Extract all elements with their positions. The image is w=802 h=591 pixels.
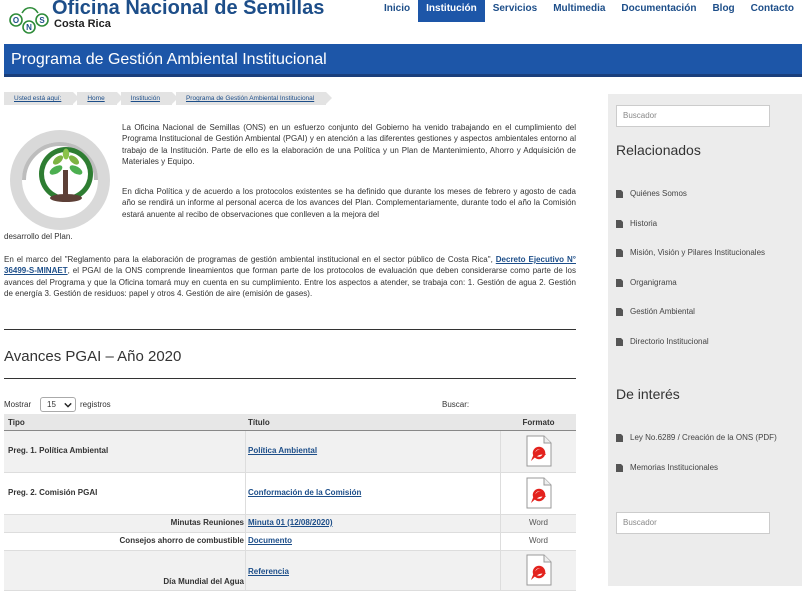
chevron-down-icon bbox=[64, 401, 72, 409]
sidebar-search-input[interactable]: Buscador bbox=[616, 105, 770, 127]
page-size-select[interactable] bbox=[40, 397, 76, 412]
column-divider bbox=[500, 431, 501, 472]
pdf-icon[interactable] bbox=[525, 435, 553, 467]
column-divider bbox=[500, 515, 501, 532]
framework-paragraph bbox=[4, 254, 576, 299]
cell-formato bbox=[501, 554, 576, 588]
breadcrumb-institucion[interactable]: Institución bbox=[121, 92, 172, 105]
main-nav bbox=[376, 0, 802, 22]
divider bbox=[4, 378, 576, 379]
cell-formato: Word bbox=[529, 536, 548, 545]
show-label: Mostrar bbox=[4, 400, 32, 409]
svg-text:N: N bbox=[26, 23, 32, 32]
breadcrumb-home[interactable]: Home bbox=[77, 92, 116, 105]
table-row bbox=[4, 551, 576, 591]
nav-contacto[interactable]: Contacto bbox=[750, 3, 794, 14]
header-tipo[interactable]: Tipo bbox=[8, 418, 25, 427]
document-icon bbox=[616, 279, 623, 287]
environment-emblem-icon bbox=[6, 124, 114, 236]
nav-blog[interactable]: Blog bbox=[712, 3, 735, 14]
cell-tipo: Preg. 2. Comisión PGAI bbox=[8, 488, 98, 497]
cell-titulo-link[interactable]: Documento bbox=[248, 536, 292, 545]
related-heading: Relacionados bbox=[616, 142, 701, 158]
pdf-icon[interactable] bbox=[525, 477, 553, 509]
svg-text:S: S bbox=[39, 16, 45, 25]
related-item-label: Gestión Ambiental bbox=[630, 307, 695, 316]
table-search-label: Buscar: bbox=[442, 400, 470, 409]
sidebar bbox=[608, 94, 802, 586]
column-divider bbox=[245, 551, 246, 590]
ons-logo-icon[interactable] bbox=[8, 4, 52, 34]
site-header bbox=[0, 0, 802, 38]
page-title-bar bbox=[4, 44, 802, 77]
cell-formato bbox=[501, 435, 576, 469]
column-divider bbox=[500, 551, 501, 590]
breadcrumb-current[interactable]: Programa de Gestión Ambiental Institucional bbox=[176, 92, 326, 105]
cell-formato: Word bbox=[529, 518, 548, 527]
interest-item-label: Ley No.6289 / Creación de la ONS (PDF) bbox=[630, 433, 777, 442]
column-divider bbox=[500, 533, 501, 550]
cell-titulo-link[interactable]: Referencia bbox=[248, 567, 289, 576]
framework-text-before: En el marco del "Reglamento para la elaboración de programas de gestión ambiental institucional en el sector público de Costa Rica", bbox=[4, 255, 496, 264]
header-titulo[interactable]: Título bbox=[248, 418, 270, 427]
cell-formato bbox=[501, 477, 576, 511]
table-header bbox=[4, 414, 576, 431]
sidebar-search-input-2[interactable]: Buscador bbox=[616, 512, 770, 534]
breadcrumb bbox=[4, 92, 330, 106]
interest-heading: De interés bbox=[616, 386, 680, 402]
table-row bbox=[4, 473, 576, 515]
nav-multimedia[interactable]: Multimedia bbox=[553, 3, 606, 14]
main-content bbox=[4, 120, 576, 586]
site-subtitle: Costa Rica bbox=[54, 18, 111, 30]
column-divider bbox=[245, 533, 246, 550]
site-title[interactable]: Oficina Nacional de Semillas bbox=[52, 0, 325, 19]
document-icon bbox=[616, 249, 623, 257]
avances-table bbox=[4, 414, 576, 591]
document-icon bbox=[616, 464, 623, 472]
cell-titulo-link[interactable]: Minuta 01 (12/08/2020) bbox=[248, 518, 333, 527]
cell-titulo-link[interactable]: Conformación de la Comisión bbox=[248, 488, 362, 497]
related-item-label: Misión, Visión y Pilares Institucionales bbox=[630, 248, 766, 257]
column-divider bbox=[500, 473, 501, 514]
show-suffix: registros bbox=[80, 400, 111, 409]
cell-tipo: Preg. 1. Política Ambiental bbox=[8, 446, 109, 455]
column-divider bbox=[245, 515, 246, 532]
policy-paragraph-end: desarrollo del Plan. bbox=[4, 232, 73, 241]
nav-institucion[interactable]: Institución bbox=[418, 0, 485, 22]
column-divider bbox=[245, 473, 246, 514]
document-icon bbox=[616, 308, 623, 316]
header-formato[interactable]: Formato bbox=[522, 418, 555, 427]
document-icon bbox=[616, 190, 623, 198]
svg-text:O: O bbox=[12, 16, 20, 25]
framework-text-after: , el PGAI de la ONS comprende lineamientos que forman parte de los protocolos de evaluación que deben considerarse como parte de los avances del Programa y que la Oficina tomará muy en cuenta en su cumplimiento. Entre los aspectos a atender, se trabaja con: 1. Gestión de agua 2. Gestión de energía 3. Gestión de residuos: papel y otros 4. Gestión de aire (emisión de gases). bbox=[4, 266, 576, 298]
table-row bbox=[4, 431, 576, 473]
document-icon bbox=[616, 220, 623, 228]
document-icon bbox=[616, 338, 623, 346]
policy-paragraph: En dicha Política y de acuerdo a los protocolos existentes se ha definido que durante los meses de febrero y agosto de cada año se rendirá un informe al personal acerca de los avances del Plan. Complementariamente, durante todo el año la Comisión estará anuente al recibo de observaciones que conlleven a la mejora del bbox=[122, 187, 576, 219]
table-row bbox=[4, 533, 576, 551]
document-icon bbox=[616, 434, 623, 442]
pdf-icon[interactable] bbox=[525, 554, 553, 586]
related-item-label: Quiénes Somos bbox=[630, 189, 687, 198]
cell-titulo-link[interactable]: Política Ambiental bbox=[248, 446, 318, 455]
section-title: Avances PGAI – Año 2020 bbox=[4, 348, 182, 365]
nav-documentacion[interactable]: Documentación bbox=[621, 3, 697, 14]
breadcrumb-label: Usted está aquí: bbox=[4, 92, 73, 105]
table-controls bbox=[4, 397, 576, 413]
cell-tipo: Consejos ahorro de combustible bbox=[119, 536, 244, 545]
cell-tipo: Día Mundial del Agua bbox=[163, 577, 244, 586]
cell-tipo: Minutas Reuniones bbox=[170, 518, 244, 527]
nav-inicio[interactable]: Inicio bbox=[384, 3, 411, 14]
nav-servicios[interactable]: Servicios bbox=[492, 3, 538, 14]
related-item-label: Organigrama bbox=[630, 277, 677, 287]
decreto-link[interactable]: Decreto Ejecutivo N° 36499-S-MINAET bbox=[4, 255, 576, 276]
table-row bbox=[4, 515, 576, 533]
column-divider bbox=[245, 431, 246, 472]
page-title: Programa de Gestión Ambiental Institucional bbox=[11, 51, 327, 68]
intro-paragraph: La Oficina Nacional de Semillas (ONS) en un esfuerzo conjunto del Gobierno ha venido trabajando en el cumplimiento del Programa Institucional de Gestión Ambiental (PGAI) y en atención a las diferentes gestiones y aspectos ambientales entorno al trabajo de la Institución. Parte de ello es la elaboración de una Política y un Plan de Mantenimiento, Ahorro y Adquisición de Materiales y Equipo. bbox=[122, 123, 576, 166]
interest-item-label: Memorias Institucionales bbox=[630, 463, 719, 472]
page-size-value: 15 bbox=[47, 400, 56, 409]
related-item-label: Directorio Institucional bbox=[630, 336, 709, 346]
table-body bbox=[4, 431, 576, 591]
related-item-label: Historia bbox=[630, 218, 658, 228]
divider bbox=[4, 329, 576, 330]
